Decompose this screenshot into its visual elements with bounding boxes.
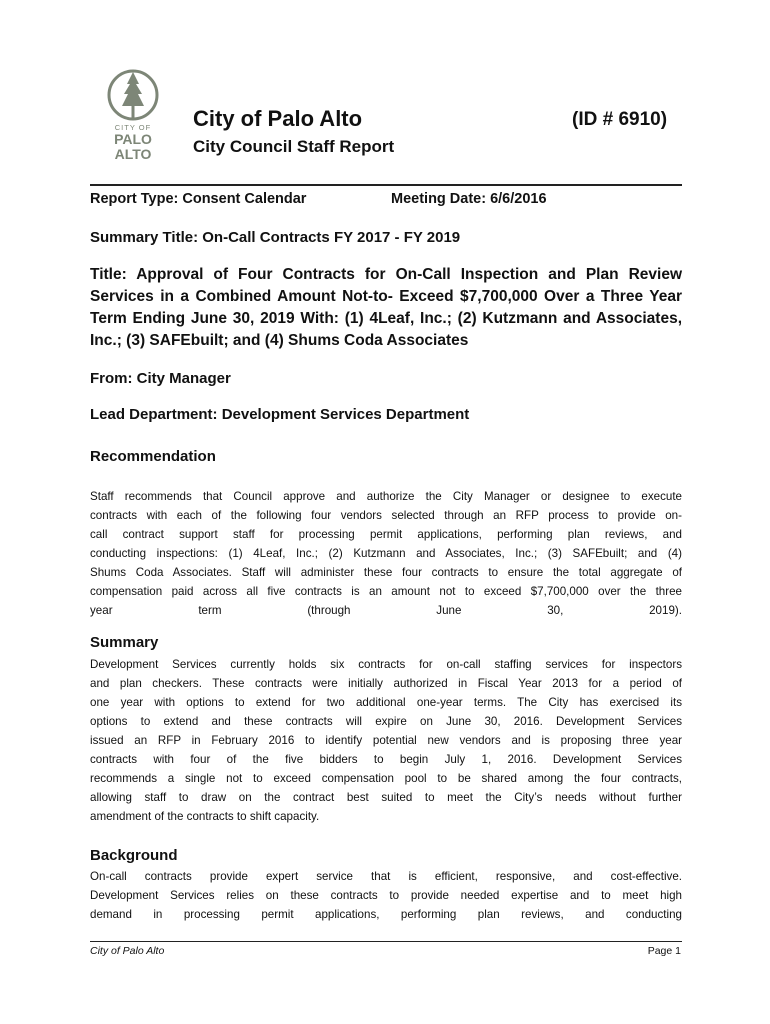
footer-org: City of Palo Alto [90,945,165,957]
header-divider [90,184,682,186]
title-line: Title: Approval of Four Contracts for On-Call Inspection and Plan Review [90,266,682,283]
text-line: Staff recommends that Council approve and authorize the City Manager or designee to execute [90,490,682,503]
text-line: Development Services relies on these contracts to provide needed expertise and to meet high [90,889,682,902]
text-line: demand in processing permit applications, performing plan reviews, and conducting [90,908,682,921]
text-line: issued an RFP in February 2016 to identify potential new vendors and is proposing three year [90,734,682,747]
summary-title: Summary Title: On-Call Contracts FY 2017 - FY 2019 [90,229,461,246]
text-line: On-call contracts provide expert service that is efficient, responsive, and cost-effective. [90,870,682,883]
text-line: contracts with each of the following four vendors selected through an RFP process to provide on- [90,509,682,522]
text-line: Development Services currently holds six contracts for on-call staffing services for inspectors [90,658,682,671]
text-line: conducting inspections: (1) 4Leaf, Inc.; (2) Kutzmann and Associates, Inc.; (3) SAFEbuilt; and (4) [90,547,682,560]
text-line: Shums Coda Associates. Staff will administer these four contracts to ensure the total aggregate of [90,566,682,579]
org-title: City of Palo Alto [193,106,363,131]
text-line: amendment of the contracts to shift capacity. [90,810,320,823]
background-body [90,867,682,924]
text-line: options to extend and these contracts will expire on June 30, 2016. Development Services [90,715,682,728]
from-line: From: City Manager [90,370,231,387]
background-heading: Background [90,847,178,864]
summary-body [90,655,682,826]
title-line: Services in a Combined Amount Not-to- Exceed $7,700,000 Over a Three Year [90,288,682,305]
report-type: Report Type: Consent Calendar [90,191,307,207]
report-subtitle: City Council Staff Report [193,137,395,156]
text-line: call contract support staff for processing permit applications, performing plan reviews, and [90,528,682,541]
svg-text:PALO: PALO [114,131,152,147]
text-line: compensation paid across all five contracts is an amount not to exceed $7,700,000 over the three [90,585,682,598]
text-line: year term (through June 30, 2019). [90,604,682,617]
footer-divider [90,941,682,942]
text-line: one year with options to extend for two additional one-year terms. The City has exercised its [90,696,682,709]
recommendation-heading: Recommendation [90,448,216,465]
page-number: Page 1 [647,945,681,957]
city-of-palo-alto-logo [103,66,163,162]
text-line: contracts with four of the five bidders to begin July 1, 2016. Development Services [90,753,682,766]
text-line: allowing staff to draw on the contract best suited to meet the City’s needs without further [90,791,682,804]
title-line: Inc.; (3) SAFEbuilt; and (4) Shums Coda Associates [90,332,469,349]
recommendation-body [90,487,682,620]
meeting-date: Meeting Date: 6/6/2016 [391,191,547,207]
report-id: (ID # 6910) [572,109,668,130]
text-line: and plan checkers. These contracts were initially authorized in Fiscal Year 2013 for a period of [90,677,682,690]
summary-heading: Summary [90,634,159,651]
text-line: recommends a single not to exceed compensation pool to be shared among the four contracts, [90,772,682,785]
report-title [90,264,682,352]
svg-text:ALTO: ALTO [114,146,152,162]
svg-text:CITY OF: CITY OF [114,123,152,132]
lead-department: Lead Department: Development Services Department [90,406,470,423]
title-line: Term Ending June 30, 2019 With: (1) 4Leaf, Inc.; (2) Kutzmann and Associates, [90,310,682,327]
